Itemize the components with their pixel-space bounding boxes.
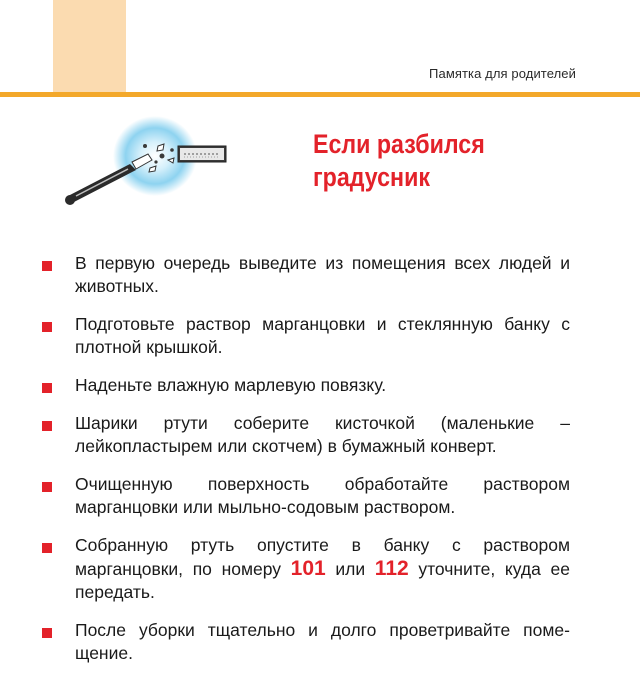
header-label: Памятка для родителей <box>429 66 576 81</box>
bullet-icon <box>42 322 52 332</box>
phone-number-101: 101 <box>290 557 326 580</box>
list-item-text: Подготовьте раствор марганцовки и стеклянную банку с плотной крышкой. <box>75 314 570 357</box>
phone-number-112: 112 <box>374 557 409 580</box>
instruction-list <box>42 252 570 680</box>
list-item-text-middle: или <box>325 559 375 579</box>
list-item-text: Шарики ртути соберите кисточкой (маленькие – лейкопластырем или скотчем) в бумажный конверт. <box>75 413 570 456</box>
list-item-text: После уборки тщательно и долго проветривайте поме-щение. <box>75 620 570 663</box>
bullet-icon <box>42 261 52 271</box>
list-item <box>42 374 570 397</box>
list-item-text: Наденьте влажную марлевую повязку. <box>75 375 387 395</box>
list-item-text-before: Собранную ртуть опустите в банку с раствором марганцовки, по номеру <box>75 535 570 579</box>
list-item <box>42 313 570 359</box>
list-item-text-after: уточните, куда ее передать. <box>75 559 570 602</box>
bullet-icon <box>42 421 52 431</box>
list-item <box>42 534 570 604</box>
list-item-text: В первую очередь выведите из помещения всех людей и животных. <box>75 253 570 296</box>
list-item-text: Очищенную поверхность обработайте раствором марганцовки или мыльно-содовым раствором. <box>75 474 570 517</box>
bullet-icon <box>42 543 52 553</box>
bullet-icon <box>42 383 52 393</box>
bullet-icon <box>42 628 52 638</box>
list-item <box>42 252 570 298</box>
title-line-1: Если разбился <box>313 129 485 159</box>
list-item <box>42 412 570 458</box>
bullet-icon <box>42 482 52 492</box>
list-item <box>42 473 570 519</box>
broken-thermometer-icon <box>60 116 240 216</box>
decorative-peach-band <box>53 0 126 95</box>
list-item <box>42 619 570 665</box>
page-title <box>313 128 485 194</box>
title-line-2: градусник <box>313 162 430 192</box>
header-divider <box>0 92 640 97</box>
